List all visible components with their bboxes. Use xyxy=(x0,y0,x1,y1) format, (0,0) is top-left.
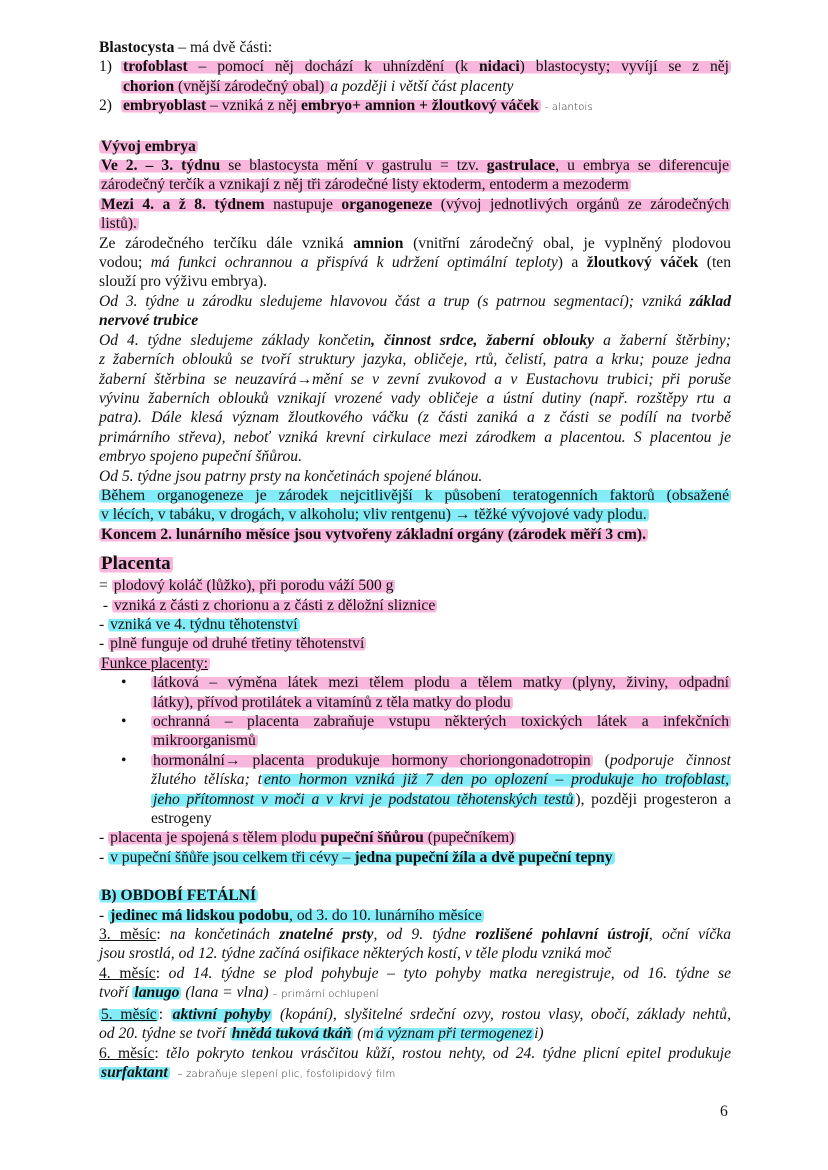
text: (vnitřní zárodečný obal, je vyplněný plodovou xyxy=(403,234,731,252)
placenta-l5 xyxy=(99,828,731,847)
fetalni-l1 xyxy=(99,906,731,925)
placenta-l6 xyxy=(99,848,731,867)
text: - xyxy=(99,829,109,847)
highlighted-bold-italic-text: lanugo xyxy=(134,984,180,1002)
fetalni-m4-cont xyxy=(99,983,731,1004)
highlighted-bold-italic-text: surfaktant xyxy=(101,1063,168,1081)
vyvoj-p8 xyxy=(99,525,731,544)
fetalni-m5-cont xyxy=(99,1024,731,1043)
vyvoj-heading xyxy=(99,137,731,156)
bold-text: Ve 2. – 3. týdnu xyxy=(101,157,221,175)
italic-text: podporuje činnost xyxy=(609,751,731,769)
italic-text: , oční víčka xyxy=(648,926,732,944)
text: (ten xyxy=(698,254,731,272)
text: - xyxy=(99,635,109,653)
fetalni-m5 xyxy=(99,1005,731,1024)
highlighted-text: mikroorganismů xyxy=(153,732,256,750)
highlighted-text: vzniká z části z chorionu a z části z děložní sliznice xyxy=(114,596,436,614)
bold-italic-text: základ xyxy=(689,292,731,310)
section-title: Vývoj embrya xyxy=(101,137,196,155)
italic-text: na končetinách xyxy=(169,926,280,944)
placenta-bullet-latkova xyxy=(99,673,731,712)
italic-text: má funkci ochrannou a přispívá k udržení optimální teploty xyxy=(150,254,558,272)
fetalni-heading xyxy=(99,886,731,905)
text: : xyxy=(158,1005,171,1023)
handwritten-note: – primární ochlupení xyxy=(272,989,379,1001)
text: vodou; xyxy=(99,254,151,272)
italic-text: embryo spojeno pupeční šňůrou. xyxy=(99,448,302,466)
highlighted-bold-italic-text: hnědá tuková tkáň xyxy=(231,1025,352,1043)
vyvoj-p4 xyxy=(99,292,731,311)
blastocysta-item-1-cont xyxy=(99,77,731,96)
page-number: 6 xyxy=(720,1103,728,1120)
bold-text: embryo+ amnion + žloutkový váček xyxy=(301,97,539,115)
text: listů). xyxy=(101,215,137,233)
text: , u embrya se diferencuje xyxy=(555,157,729,175)
highlighted-italic-text: jeho přítomnost v moči a v krvi je podstatou těhotenských testů xyxy=(153,790,574,808)
month-label: 6. měsíc xyxy=(99,1044,155,1062)
highlighted-text: plně funguje od druhé třetiny těhotenství xyxy=(110,635,365,653)
fetalni-m3-cont xyxy=(99,944,731,963)
italic-text: Od 3. týdne u zárodku sledujeme hlavovou část a trup (s patrnou segmentací); vzniká xyxy=(99,292,690,310)
text: zárodečný terčík a vznikají z něj tři zárodečné listy ektoderm, entoderm a mezoderm xyxy=(101,176,629,194)
vyvoj-p2-cont xyxy=(99,214,731,233)
text: estrogeny xyxy=(151,810,212,828)
text: - xyxy=(99,848,109,866)
text: ) blastocysty; vyvíjí se z něj xyxy=(519,58,729,76)
text: se blastocysta mění v gastrulu = tzv. xyxy=(220,157,487,175)
blastocysta-item-2 xyxy=(99,96,731,117)
text: (vývoj jednotlivých orgánů ze zárodečných xyxy=(432,195,729,213)
highlighted-text: vzniká ve 4. týdnu těhotenství xyxy=(110,615,298,633)
bold-italic-text: znatelné prsty xyxy=(279,926,374,944)
vyvoj-p7-l1 xyxy=(99,486,731,505)
text: Ze zárodečného terčíku dále vzniká xyxy=(99,234,354,252)
placenta-bullet-hormonalni xyxy=(99,751,731,829)
bold-italic-text: nervové trubice xyxy=(99,312,199,330)
text: ( xyxy=(592,751,610,769)
vyvoj-p5-l4 xyxy=(99,389,731,408)
text: : xyxy=(154,1044,167,1062)
vyvoj-p3 xyxy=(99,234,731,253)
spacer xyxy=(99,544,731,552)
italic-text: (kopání), slyšitelné srdeční ozvy, rostou vlasy, obočí, základy nehtů, xyxy=(272,1005,731,1023)
blastocysta-heading xyxy=(99,38,731,57)
month-label: 5. měsíc xyxy=(101,1005,157,1023)
term-trofoblast: trofoblast xyxy=(123,58,188,76)
month-label: 3. měsíc xyxy=(99,926,157,944)
italic-text: (m xyxy=(353,1025,374,1043)
document-page xyxy=(99,38,731,1084)
highlighted-text: v lécích, v tabáku, v drogách, v alkoholu; vliv rentgenu) → těžké vývojové vady plodu. xyxy=(101,506,647,524)
text: , od 3. do 10. lunárního měsíce xyxy=(289,906,482,924)
text: : xyxy=(156,926,170,944)
highlighted-bold-text: Koncem 2. lunárního měsíce jsou vytvořeny základní orgány (zárodek měří 3 cm). xyxy=(101,525,647,543)
text: slouží pro výživu embrya). xyxy=(99,273,268,291)
italic-text: od 14. týdne se plod pohybuje – tyto pohyby matka neregistruje, od 16. týdne se xyxy=(168,964,732,982)
italic-text: i) xyxy=(534,1025,544,1043)
italic-text: z žaberních oblouků se tvoří struktury jazyka, obličeje, rtů, čelistí, patra a krku; pouze jedna xyxy=(99,351,731,369)
italic-text: Od 4. týdne sledujeme základy končetin xyxy=(99,331,372,349)
term-chorion: chorion xyxy=(123,77,175,95)
blastocysta-title-rest: – má dvě části: xyxy=(174,39,273,56)
placenta-funkce-heading xyxy=(99,654,731,673)
italic-text: a později i větší část placenty xyxy=(330,77,514,95)
text: placenta je spojená s tělem plodu xyxy=(110,829,321,847)
text: - xyxy=(99,596,112,614)
placenta-heading xyxy=(99,552,731,576)
text: – vzniká z něj xyxy=(206,97,301,115)
italic-text: tvoří xyxy=(99,984,133,1002)
text: (pupečníkem) xyxy=(423,829,515,847)
highlighted-italic-text: ento hormon vzniká již 7 den po oplození – produkuje ho trofoblast, xyxy=(263,771,729,789)
term-nidace: nidaci xyxy=(478,58,520,76)
placenta-l3 xyxy=(99,615,731,634)
italic-text: jsou srostlá, od 12. týdne začíná osifikace některých kostí, v těle plodu vzniká moč xyxy=(99,945,612,963)
text: – pomocí něj dochází k uhnízdění (k xyxy=(187,58,479,76)
italic-text: patra). Dále klesá význam žloutkového váčku (z části zaniká a z části se podílí na tvorbě xyxy=(99,409,731,427)
vyvoj-p3-l2 xyxy=(99,253,731,272)
handwritten-note: – zabraňuje slepení plic, fosfolipidový film xyxy=(177,1068,396,1080)
vyvoj-p1-cont xyxy=(99,175,731,194)
item-number: 2) xyxy=(99,97,112,115)
subsection-title: Funkce placenty: xyxy=(101,654,208,672)
bold-italic-text: , činnost srdce, žaberní oblouky xyxy=(371,331,595,349)
vyvoj-p3-l3 xyxy=(99,272,731,291)
handwritten-note: - alantois xyxy=(544,102,593,114)
text: - xyxy=(99,906,109,924)
blastocysta-item-1 xyxy=(99,57,731,76)
highlighted-text: Během organogeneze je zárodek nejcitlivější k působení teratogenních faktorů (obsažené xyxy=(101,486,729,504)
fetalni-m3 xyxy=(99,925,731,944)
text: : xyxy=(155,964,169,982)
highlighted-text: ochranná – placenta zabraňuje vstupu některých toxických látek a infekčních xyxy=(153,713,729,730)
term-embryoblast: embryoblast xyxy=(123,97,207,115)
highlighted-italic-text: á význam při termogenez xyxy=(375,1025,533,1043)
vyvoj-p5-l2 xyxy=(99,350,731,369)
bold-italic-text: rozlišené pohlavní ústrojí xyxy=(475,926,649,944)
highlighted-bold-italic-text: aktivní pohyby xyxy=(172,1005,271,1023)
fetalni-m4 xyxy=(99,964,731,983)
italic-text: žlutého tělíska; t xyxy=(151,771,262,789)
italic-text: primárního střeva), neboť vzniká krevní cirkulace mezi zárodkem a placentou. S placentou je xyxy=(99,428,731,446)
vyvoj-p2 xyxy=(99,195,731,214)
italic-text: Od 5. týdne jsou patrny prsty na končetinách spojené blánou. xyxy=(99,467,483,485)
italic-text: a žaberní štěrbiny; xyxy=(594,331,731,349)
italic-text: vývinu žaberních oblouků vznikají vrozené vady obličeje a ústní dutiny (např. rozštěpy rtu a xyxy=(99,389,731,407)
vyvoj-p6 xyxy=(99,467,731,486)
spacer xyxy=(99,867,731,886)
bold-text: žloutkový váček xyxy=(586,254,699,272)
placenta-l1 xyxy=(99,576,731,595)
placenta-l2 xyxy=(99,596,731,615)
highlighted-text: hormonální→ placenta produkuje hormony choriongonadotropin xyxy=(153,751,591,769)
bold-text: Mezi 4. a ž 8. týdnem xyxy=(101,195,265,213)
text: - xyxy=(99,615,109,633)
highlighted-text: látková – výměna látek mezi tělem plodu a tělem matky (plyny, živiny, odpadní xyxy=(153,674,729,692)
placenta-bullet-ochranna xyxy=(99,712,731,751)
term-amnion: amnion xyxy=(353,234,404,252)
spacer xyxy=(99,118,731,137)
vyvoj-p5-l3 xyxy=(99,370,731,389)
text: ), později progesteron a xyxy=(575,790,731,808)
bold-text: jedna pupeční žíla a dvě pupeční tepny xyxy=(354,848,613,866)
italic-text: (lana = vlna) xyxy=(181,984,269,1002)
month-label: 4. měsíc xyxy=(99,964,156,982)
vyvoj-p1 xyxy=(99,156,731,175)
section-title: B) OBDOBÍ FETÁLNÍ xyxy=(101,887,257,905)
text: = xyxy=(99,577,112,595)
highlighted-text: plodový koláč (lůžko), při porodu váží 500 g xyxy=(113,577,394,595)
text: ) a xyxy=(557,254,587,272)
vyvoj-p4-cont xyxy=(99,311,731,330)
fetalni-m6 xyxy=(99,1044,731,1063)
bold-text: organogeneze xyxy=(341,195,433,213)
vyvoj-p5-l6 xyxy=(99,428,731,447)
placenta-l4 xyxy=(99,634,731,653)
vyvoj-p5-l7 xyxy=(99,447,731,466)
italic-text: žaberní štěrbina se neuzavírá→mění se v zevní zvukovod a v Eustachovu trubici; při poruše xyxy=(99,370,731,388)
vyvoj-p7-l2 xyxy=(99,505,731,524)
italic-text: tělo pokryto tenkou vrásčitou kůží, rostou nehty, od 24. týdne plicní epitel produkuje xyxy=(166,1044,731,1062)
bold-text: jedinec má lidskou podobu xyxy=(110,906,290,924)
italic-text: , od 9. týdne xyxy=(373,926,476,944)
blastocysta-title: Blastocysta xyxy=(99,39,175,56)
bold-text: gastrulace xyxy=(486,157,556,175)
fetalni-m6-cont xyxy=(99,1063,731,1084)
vyvoj-p5-l1 xyxy=(99,331,731,350)
bold-text: pupeční šňůrou xyxy=(320,829,424,847)
text: nastupuje xyxy=(264,195,342,213)
text: (vnější zárodečný obal) xyxy=(174,77,329,95)
vyvoj-p5-l5 xyxy=(99,408,731,427)
section-title: Placenta xyxy=(101,553,171,575)
item-number: 1) xyxy=(99,58,112,76)
italic-text: od 20. týdne se tvoří xyxy=(99,1025,230,1043)
text: v pupeční šňůře jsou celkem tři cévy – xyxy=(110,848,355,866)
highlighted-text: látky), přívod protilátek a vitamínů z těla matky do plodu xyxy=(153,693,511,711)
